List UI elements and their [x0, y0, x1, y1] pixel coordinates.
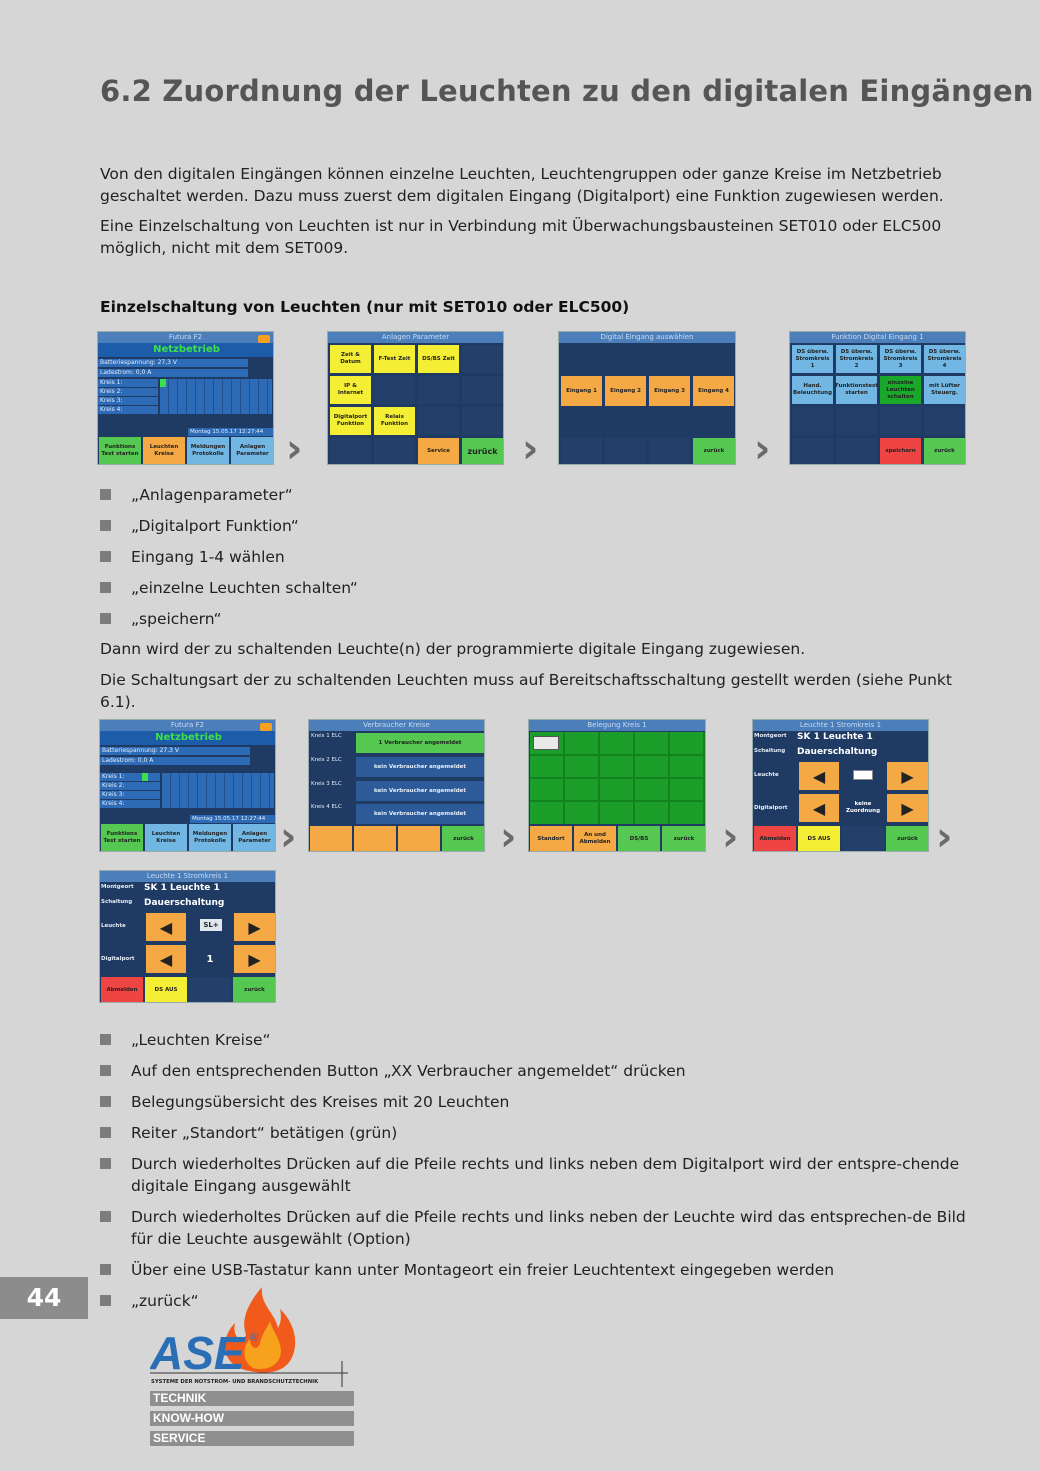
- location-button[interactable]: Standort: [530, 826, 572, 852]
- input-4-button[interactable]: Eingang 4: [693, 376, 734, 406]
- arrow-left-icon[interactable]: ◀: [799, 794, 839, 822]
- list-item: [100, 1153, 970, 1197]
- status-row: Kreis 4:: [100, 800, 160, 808]
- circuit-indicator: [160, 379, 166, 387]
- arrow-left-icon[interactable]: ◀: [799, 762, 839, 790]
- back-button[interactable]: zurück: [924, 438, 965, 465]
- empty-tile: [605, 438, 646, 465]
- deregister-button[interactable]: Abmelden: [101, 977, 143, 1003]
- registered-mark: ®: [250, 1332, 259, 1344]
- circuit-label: Kreis 2 ELC: [311, 757, 342, 763]
- mode-label: Netzbetrieb: [98, 343, 274, 357]
- grid-line: [530, 777, 706, 779]
- status-row: Kreis 2:: [100, 782, 160, 790]
- input-1-button[interactable]: Eingang 1: [561, 376, 602, 406]
- function-test-button[interactable]: Funktions Test starten: [99, 437, 141, 465]
- screen-title: Funktion Digital Eingang 1: [790, 332, 965, 343]
- empty-tile: [398, 826, 440, 852]
- circuit-grid: [160, 379, 272, 414]
- status-row: Kreis 1:: [98, 379, 158, 387]
- consumers-button[interactable]: kein Verbraucher angemeldet: [356, 781, 484, 801]
- empty-tile: [649, 438, 690, 465]
- empty-tile: [462, 345, 503, 373]
- screen-title: Digital Eingang auswählen: [559, 332, 735, 343]
- intro-paragraph-1: Von den digitalen Eingängen können einzelne Leuchten, Leuchtengruppen oder ganze Kreise im Netzbetrieb geschaltet werden. Dazu muss zuerst dem digitalen Eingang (Digitalport) eine Funktion zugewiesen werden.: [100, 165, 944, 205]
- list-item: [100, 1259, 970, 1281]
- grid-line: [530, 754, 706, 756]
- empty-tile: [842, 826, 884, 852]
- back-button[interactable]: zurück: [233, 977, 276, 1003]
- status-row: Kreis 3:: [98, 397, 158, 405]
- bullet-square-icon: [100, 1295, 111, 1306]
- empty-tile: [354, 826, 396, 852]
- circuit-grid: [162, 773, 274, 808]
- list-item: [100, 1060, 970, 1082]
- screenshot-main-screen-2: [99, 719, 276, 852]
- warning-icon: [260, 723, 272, 731]
- screenshot-digital-input-function: [789, 331, 966, 465]
- screen-title: Belegung Kreis 1: [529, 720, 705, 731]
- bullet-square-icon: [100, 1065, 111, 1076]
- screenshot-luminaire-settings: [752, 719, 929, 852]
- location-label: Montgeort: [754, 733, 787, 739]
- arrow-right-icon[interactable]: ▶: [887, 762, 928, 790]
- status-row: Kreis 2:: [98, 388, 158, 396]
- circuit-label: Kreis 3 ELC: [311, 781, 342, 787]
- date-time: Montag 15.05.17 12:27:44: [190, 815, 276, 823]
- know-how-bar: KNOW-HOW: [150, 1411, 354, 1426]
- empty-tile: [880, 407, 921, 435]
- save-button[interactable]: speichern: [880, 438, 921, 465]
- digitalport-value: keine Zuordnung: [845, 801, 880, 814]
- empty-tile: [836, 407, 877, 435]
- screen-title: Futura F2: [98, 332, 273, 343]
- list-item-text: Durch wiederholtes Drücken auf die Pfeile rechts und links neben dem Digitalport wird der entspre-chende digitale Eingang ausgewählt: [131, 1155, 960, 1195]
- chevron-right-icon: ›: [286, 426, 303, 472]
- ftest-time-button[interactable]: F-Test Zeit: [374, 345, 415, 373]
- circuit-label: Kreis 4 ELC: [311, 804, 342, 810]
- back-button[interactable]: zurück: [462, 438, 503, 465]
- chevron-right-icon: ›: [280, 814, 297, 860]
- status-row: Batteriespannung: 27,3 V: [100, 747, 250, 755]
- chevron-right-icon: ›: [500, 814, 517, 860]
- empty-tile: [418, 407, 459, 435]
- warning-icon: [258, 335, 270, 343]
- logo-wordmark: ASE: [150, 1327, 245, 1379]
- bullet-list-2: [100, 1029, 970, 1321]
- page-title: 6.2 Zuordnung der Leuchten zu den digitalen Eingängen: [100, 74, 1034, 108]
- relay-function-button[interactable]: Relais Funktion: [374, 407, 415, 435]
- status-row: Ladestrom: 0,0 A: [100, 757, 250, 765]
- input-2-button[interactable]: Eingang 2: [605, 376, 646, 406]
- list-item-text: Belegungsübersicht des Kreises mit 20 Leuchten: [131, 1093, 510, 1111]
- bullet-square-icon: [100, 1096, 111, 1107]
- list-item: [100, 1122, 970, 1144]
- back-button[interactable]: zurück: [442, 826, 485, 852]
- back-button[interactable]: zurück: [662, 826, 706, 852]
- ase-logo: [150, 1283, 355, 1388]
- bullet-square-icon: [100, 1127, 111, 1138]
- location-label: Montgeort: [101, 884, 134, 890]
- bullet-square-icon: [100, 1158, 111, 1169]
- logo-tagline: SYSTEME DER NOTSTROM- UND BRANDSCHUTZTECHNIK: [151, 1379, 319, 1385]
- function-option[interactable]: DS überw. Stromkreis 1: [792, 345, 833, 373]
- screen-title: Leuchte 1 Stromkreis 1: [100, 871, 275, 882]
- empty-tile: [310, 826, 352, 852]
- location-field[interactable]: SK 1 Leuchte 1: [144, 883, 220, 893]
- arrow-right-icon[interactable]: ▶: [234, 913, 275, 941]
- chevron-right-icon: ›: [522, 426, 539, 472]
- arrow-right-icon[interactable]: ▶: [234, 945, 275, 973]
- input-3-button[interactable]: Eingang 3: [649, 376, 690, 406]
- screenshot-main-screen-1: [97, 331, 274, 465]
- consumers-button[interactable]: kein Verbraucher angemeldet: [356, 804, 484, 824]
- list-item: [100, 546, 970, 568]
- luminaire-value: SL+: [200, 919, 222, 931]
- list-item-text: „Digitalport Funktion“: [131, 517, 299, 535]
- after-text-1: Dann wird der zu schaltenden Leuchte(n) der programmierte digitale Eingang zugewiesen.: [100, 640, 806, 658]
- system-parameters-button[interactable]: Anlagen Parameter: [231, 437, 274, 465]
- screen-title: Verbraucher Kreise: [309, 720, 484, 731]
- digitalport-label: Digitalport: [754, 805, 788, 811]
- list-item-text: „speichern“: [131, 610, 222, 628]
- back-button[interactable]: zurück: [693, 438, 735, 465]
- digitalport-function-button[interactable]: Digitalport Funktion: [330, 407, 371, 435]
- messages-button[interactable]: Meldungen Protokolle: [189, 824, 231, 852]
- list-item: [100, 577, 970, 599]
- function-option[interactable]: Funktionstest starten: [836, 376, 877, 404]
- arrow-right-icon[interactable]: ▶: [887, 794, 928, 822]
- list-item-text: Über eine USB-Tastatur kann unter Montageort ein freier Leuchtentext eingegeben werden: [131, 1261, 835, 1279]
- bullet-square-icon: [100, 582, 111, 593]
- screen-title: Anlagen Parameter: [328, 332, 503, 343]
- bullet-square-icon: [100, 520, 111, 531]
- intro-paragraph-2: Eine Einzelschaltung von Leuchten ist nur in Verbindung mit Überwachungsbausteinen SET010 oder ELC500 möglich, nicht mit dem SET009.: [100, 217, 942, 257]
- bullet-square-icon: [100, 1264, 111, 1275]
- date-time: Montag 15.05.17 12:27:44: [188, 428, 274, 436]
- list-item: [100, 1091, 970, 1113]
- screenshot-circuit-assignment: [528, 719, 706, 852]
- function-option[interactable]: Hand. Beleuchtung: [792, 376, 833, 404]
- ds-off-button[interactable]: DS AUS: [798, 826, 840, 852]
- empty-tile: [561, 438, 602, 465]
- screenshot-select-digital-input: [558, 331, 736, 465]
- list-item-text: „einzelne Leuchten schalten“: [131, 579, 358, 597]
- luminaire-circuits-button[interactable]: Leuchten Kreise: [143, 437, 185, 465]
- list-item-text: Durch wiederholtes Drücken auf die Pfeile rechts und links neben der Leuchte wird das entsprechen-de Bild für die Leuchte ausgewählt (Option): [131, 1208, 966, 1248]
- after-text-2: Die Schaltungsart der zu schaltenden Leuchten muss auf Bereitschaftsschaltung gestellt werden (siehe Punkt 6.1).: [100, 671, 952, 711]
- arrow-left-icon[interactable]: ◀: [146, 913, 186, 941]
- function-option[interactable]: mit Lüfter Steuerg.: [924, 376, 965, 404]
- status-row: Kreis 3:: [100, 791, 160, 799]
- bullet-square-icon: [100, 489, 111, 500]
- page-number: 44: [0, 1277, 88, 1319]
- switching-label: Schaltung: [754, 748, 786, 754]
- list-item-text: „Leuchten Kreise“: [131, 1031, 271, 1049]
- register-button[interactable]: An und Abmelden: [574, 826, 616, 852]
- bullet-square-icon: [100, 1034, 111, 1045]
- empty-tile: [374, 376, 415, 404]
- messages-button[interactable]: Meldungen Protokolle: [187, 437, 229, 465]
- grid-line: [530, 800, 706, 802]
- circuit-label: Kreis 1 ELC: [311, 733, 342, 739]
- empty-tile: [330, 438, 371, 465]
- service-bar: SERVICE: [150, 1431, 354, 1446]
- technik-bar: TECHNIK: [150, 1391, 354, 1406]
- list-item: [100, 515, 970, 537]
- screenshot-luminaire-settings-result: [99, 870, 276, 1003]
- function-test-button[interactable]: Funktions Test starten: [101, 824, 143, 852]
- bullet-square-icon: [100, 551, 111, 562]
- chevron-right-icon: ›: [936, 814, 953, 860]
- empty-tile: [462, 407, 503, 435]
- circuit-indicator: [142, 773, 148, 781]
- screen-title: Futura F2: [100, 720, 275, 731]
- ip-internet-button[interactable]: IP & Internet: [330, 376, 371, 404]
- list-item: [100, 608, 970, 630]
- switching-label: Schaltung: [101, 899, 133, 905]
- list-item: [100, 1029, 970, 1051]
- luminaire-label: Leuchte: [754, 772, 779, 778]
- list-item-text: Reiter „Standort“ betätigen (grün): [131, 1124, 398, 1142]
- time-date-button[interactable]: Zeit & Datum: [330, 345, 371, 373]
- screenshot-consumer-circuits: [308, 719, 485, 852]
- service-button[interactable]: Service: [418, 438, 459, 465]
- mode-label: Netzbetrieb: [100, 731, 276, 745]
- status-row: Ladestrom: 0,0 A: [98, 369, 248, 377]
- empty-tile: [836, 438, 877, 465]
- luminaire-icon: [853, 770, 873, 780]
- status-row: Kreis 4:: [98, 406, 158, 414]
- luminaire-circuits-button[interactable]: Leuchten Kreise: [145, 824, 187, 852]
- digitalport-label: Digitalport: [101, 956, 135, 962]
- status-row: Kreis 1:: [100, 773, 160, 781]
- back-button[interactable]: zurück: [886, 826, 929, 852]
- function-option[interactable]: DS überw. Stromkreis 2: [836, 345, 877, 373]
- bullet-square-icon: [100, 613, 111, 624]
- empty-tile: [189, 977, 231, 1003]
- list-item-text: „zurück“: [131, 1292, 199, 1310]
- arrow-left-icon[interactable]: ◀: [146, 945, 186, 973]
- ds-off-button[interactable]: DS AUS: [145, 977, 187, 1003]
- location-field[interactable]: SK 1 Leuchte 1: [797, 732, 873, 742]
- flame-icon: [150, 1283, 355, 1388]
- chevron-right-icon: ›: [722, 814, 739, 860]
- empty-tile: [792, 407, 833, 435]
- dsbs-button[interactable]: DS/BS: [618, 826, 660, 852]
- switching-field: Dauerschaltung: [797, 747, 878, 757]
- digitalport-value: 1: [206, 953, 214, 965]
- list-item-text: Auf den entsprechenden Button „XX Verbraucher angemeldet“ drücken: [131, 1062, 686, 1080]
- dsbs-time-button[interactable]: DS/BS Zeit: [418, 345, 459, 373]
- list-item: [100, 1206, 970, 1250]
- empty-tile: [418, 376, 459, 404]
- section-subheading: Einzelschaltung von Leuchten (nur mit SET010 oder ELC500): [100, 298, 630, 316]
- screenshot-system-parameters: [327, 331, 504, 465]
- screen-title: Leuchte 1 Stromkreis 1: [753, 720, 928, 731]
- bullet-list-1: [100, 484, 970, 639]
- empty-tile: [924, 407, 965, 435]
- empty-tile: [462, 376, 503, 404]
- deregister-button[interactable]: Abmelden: [754, 826, 796, 852]
- bullet-square-icon: [100, 1211, 111, 1222]
- system-parameters-button[interactable]: Anlagen Parameter: [233, 824, 276, 852]
- chevron-right-icon: ›: [754, 426, 771, 472]
- empty-tile: [374, 438, 415, 465]
- selected-luminaire-icon[interactable]: [533, 736, 559, 750]
- luminaire-label: Leuchte: [101, 923, 126, 929]
- list-item-text: Eingang 1-4 wählen: [131, 548, 285, 566]
- function-option[interactable]: DS überw. Stromkreis 3: [880, 345, 921, 373]
- list-item-text: „Anlagenparameter“: [131, 486, 293, 504]
- consumers-registered-button[interactable]: 1 Verbraucher angemeldet: [356, 733, 484, 753]
- list-item: [100, 484, 970, 506]
- switch-single-luminaires-option[interactable]: einzelne Leuchten schalten: [880, 376, 921, 404]
- switching-field: Dauerschaltung: [144, 898, 225, 908]
- status-row: Batteriespannung: 27,3 V: [98, 359, 248, 367]
- empty-tile: [792, 438, 833, 465]
- consumers-button[interactable]: kein Verbraucher angemeldet: [356, 757, 484, 777]
- function-option[interactable]: DS überw. Stromkreis 4: [924, 345, 965, 373]
